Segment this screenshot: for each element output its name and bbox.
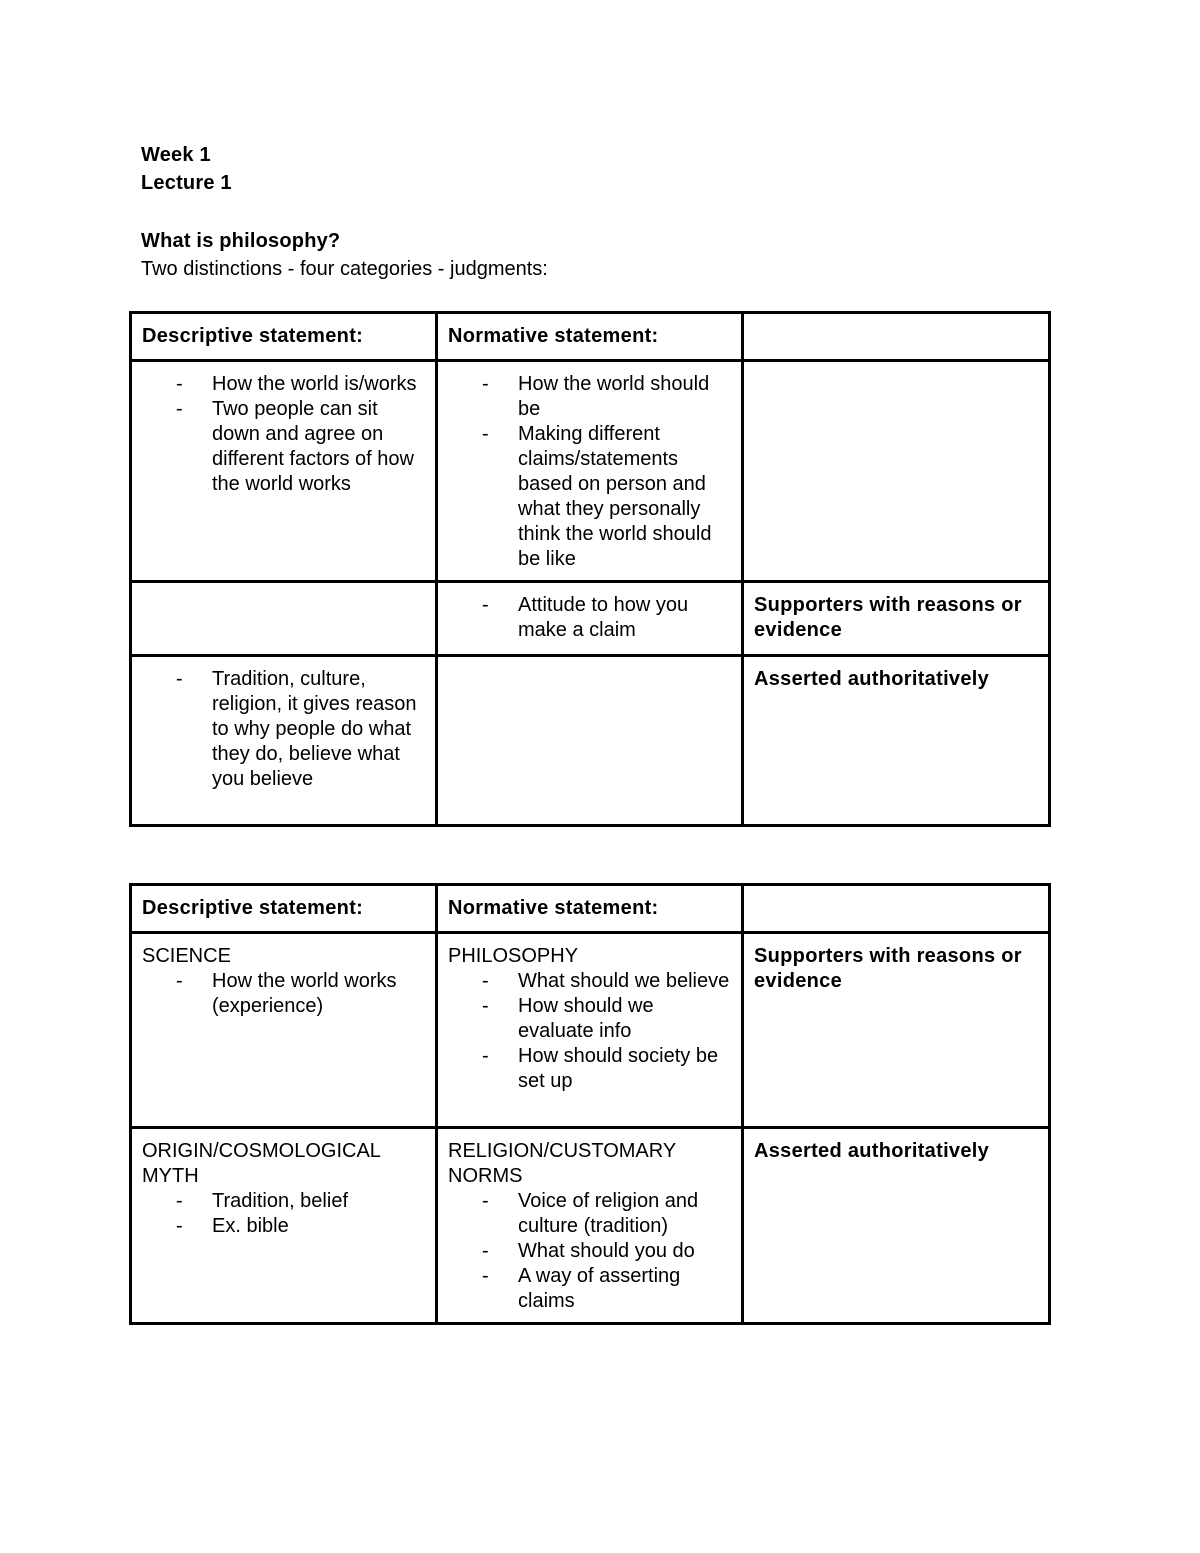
bullet-list (142, 667, 425, 792)
category-label: PHILOSOPHY (448, 945, 579, 967)
list-item: - Tradition, belief (142, 1189, 425, 1214)
judgment-cell: Asserted authoritatively (743, 1128, 1050, 1324)
list-item: - How the world works (experience) (142, 969, 425, 1019)
category-label: RELIGION/CUSTOMARY NORMS (448, 1140, 676, 1187)
list-item: - How should society be set up (448, 1044, 731, 1094)
list-item: - Two people can sit down and agree on different factors of how the world works (142, 397, 425, 497)
table-cell (131, 582, 437, 656)
bullet-list (448, 1189, 731, 1314)
table-cell (437, 656, 743, 826)
table-row (131, 656, 1050, 826)
list-item: - Making different claims/statements based on person and what they personally think the world should be like (448, 422, 731, 572)
table-cell (131, 656, 437, 826)
table-cell (131, 361, 437, 582)
judgment-cell: Asserted authoritatively (743, 656, 1050, 826)
section-title: What is philosophy? (141, 230, 341, 252)
lecture-heading: Lecture 1 (141, 172, 232, 194)
table-cell (131, 1128, 437, 1324)
week-heading: Week 1 (141, 144, 211, 166)
statements-table-1 (129, 311, 1051, 827)
list-item: - Tradition, culture, religion, it gives reason to why people do what they do, believe what you believe (142, 667, 425, 792)
table-cell (437, 933, 743, 1128)
list-item: - How the world should be (448, 372, 731, 422)
table-row (131, 1128, 1050, 1324)
table-header-cell (743, 313, 1050, 361)
bullet-list (448, 372, 731, 572)
table-cell (437, 361, 743, 582)
category-label: ORIGIN/COSMOLOGICAL MYTH (142, 1140, 381, 1187)
judgment-cell: Supporters with reasons or evidence (743, 933, 1050, 1128)
table-cell (437, 1128, 743, 1324)
category-label: SCIENCE (142, 945, 231, 967)
table-row (131, 361, 1050, 582)
table-header-cell: Descriptive statement: (131, 313, 437, 361)
bullet-list (448, 969, 731, 1094)
list-item: - How the world is/works (142, 372, 425, 397)
list-item: - What should we believe (448, 969, 731, 994)
table-header-cell: Normative statement: (437, 313, 743, 361)
judgment-cell: Supporters with reasons or evidence (743, 582, 1050, 656)
table-header-cell: Normative statement: (437, 885, 743, 933)
list-item: - How should we evaluate info (448, 994, 731, 1044)
list-item: - Attitude to how you make a claim (448, 593, 731, 643)
bullet-list (142, 969, 425, 1019)
table-row (131, 933, 1050, 1128)
table-row (131, 582, 1050, 656)
statements-table-2 (129, 883, 1051, 1325)
table-cell (437, 582, 743, 656)
list-item: - Voice of religion and culture (tradition) (448, 1189, 731, 1239)
document-header (141, 141, 1061, 283)
list-item: - A way of asserting claims (448, 1264, 731, 1314)
table-row (131, 313, 1050, 361)
table-cell (131, 933, 437, 1128)
bullet-list (142, 1189, 425, 1239)
bullet-list (448, 593, 731, 643)
section-subtitle: Two distinctions - four categories - judgments: (141, 258, 548, 280)
list-item: - What should you do (448, 1239, 731, 1264)
list-item: - Ex. bible (142, 1214, 425, 1239)
table-row (131, 885, 1050, 933)
table-header-cell: Descriptive statement: (131, 885, 437, 933)
table-header-cell (743, 885, 1050, 933)
bullet-list (142, 372, 425, 497)
table-cell (743, 361, 1050, 582)
